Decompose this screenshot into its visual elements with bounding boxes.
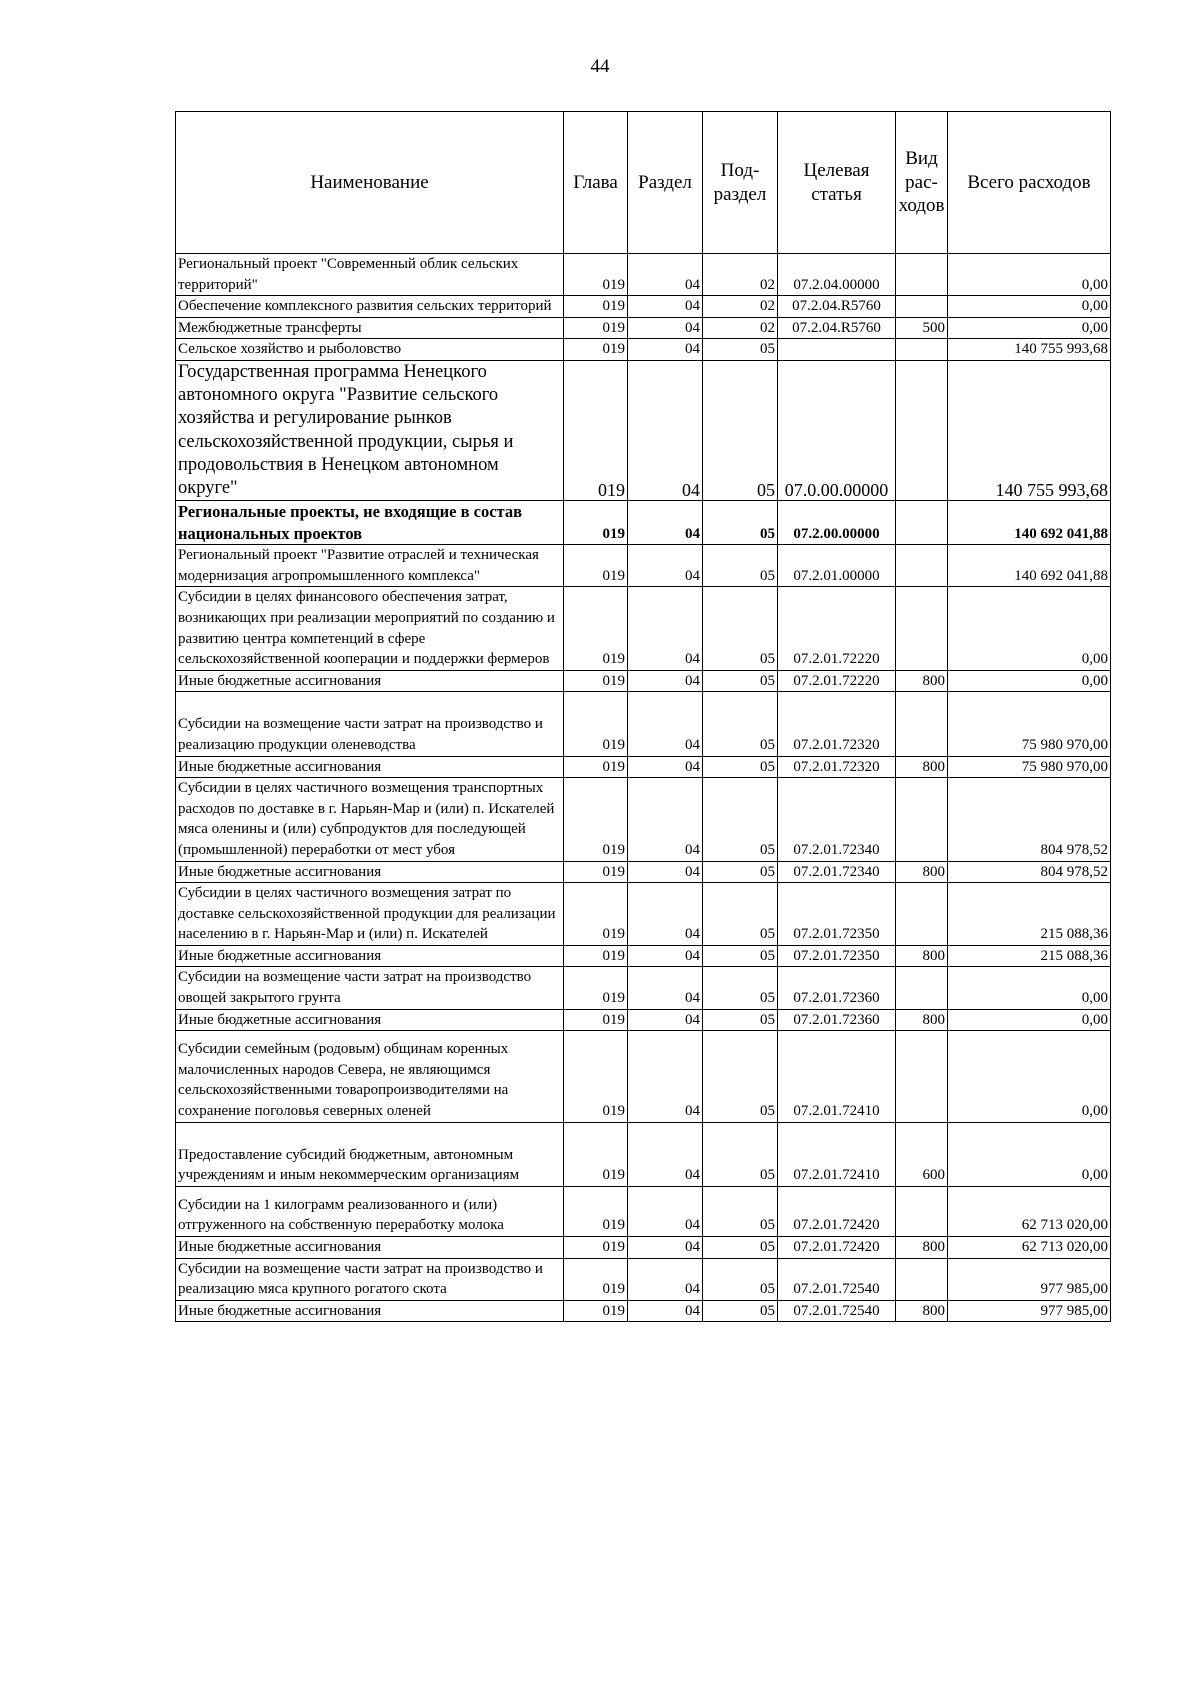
table-body (176, 254, 1111, 1322)
table-row (176, 945, 1111, 967)
cell-subsection: 05 (703, 861, 778, 883)
table-row (176, 1300, 1111, 1322)
table-row (176, 545, 1111, 587)
cell-target-article: 07.2.01.72340 (778, 861, 896, 883)
cell-chapter: 019 (564, 670, 628, 692)
cell-section: 04 (628, 883, 703, 946)
cell-name: Иные бюджетные ассигнования (176, 670, 564, 692)
cell-subsection: 05 (703, 1300, 778, 1322)
cell-name: Субсидии в целях частичного возмещения транспортных расходов по доставке в г. Нарьян-Мар и (или) п. Искателей мяса оленины и (или) субпродуктов для последующей (промышленной) переработки от мест убоя (176, 778, 564, 861)
cell-chapter: 019 (564, 1258, 628, 1300)
cell-section: 04 (628, 1186, 703, 1236)
cell-expense-type (896, 1258, 948, 1300)
cell-section: 04 (628, 1009, 703, 1031)
cell-section: 04 (628, 296, 703, 318)
cell-target-article (778, 339, 896, 361)
cell-section: 04 (628, 861, 703, 883)
header-section: Раздел (628, 112, 703, 254)
cell-expense-type (896, 296, 948, 318)
cell-name: Региональные проекты, не входящие в состав национальных проектов (176, 501, 564, 545)
cell-expense-type: 500 (896, 317, 948, 339)
cell-section: 04 (628, 1237, 703, 1259)
cell-total: 140 755 993,68 (948, 339, 1111, 361)
cell-name: Межбюджетные трансферты (176, 317, 564, 339)
table-row (176, 587, 1111, 670)
cell-chapter: 019 (564, 360, 628, 500)
table-row (176, 883, 1111, 946)
cell-target-article: 07.2.01.72220 (778, 670, 896, 692)
cell-name: Субсидии семейным (родовым) общинам коренных малочисленных народов Севера, не являющимся сельскохозяйственными товаропроизводителями на сохранение поголовья северных оленей (176, 1031, 564, 1122)
cell-name: Иные бюджетные ассигнования (176, 1300, 564, 1322)
cell-target-article: 07.2.01.72540 (778, 1258, 896, 1300)
cell-expense-type (896, 339, 948, 361)
cell-chapter: 019 (564, 967, 628, 1009)
cell-expense-type: 800 (896, 756, 948, 778)
cell-expense-type (896, 545, 948, 587)
table-row (176, 967, 1111, 1009)
cell-section: 04 (628, 501, 703, 545)
cell-target-article: 07.2.01.72320 (778, 756, 896, 778)
cell-subsection: 05 (703, 587, 778, 670)
cell-total: 0,00 (948, 296, 1111, 318)
budget-table (175, 111, 1111, 1322)
cell-chapter: 019 (564, 339, 628, 361)
cell-subsection: 05 (703, 339, 778, 361)
cell-total: 977 985,00 (948, 1258, 1111, 1300)
cell-total: 0,00 (948, 670, 1111, 692)
cell-expense-type (896, 360, 948, 500)
cell-section: 04 (628, 587, 703, 670)
cell-expense-type: 800 (896, 1237, 948, 1259)
cell-total: 75 980 970,00 (948, 756, 1111, 778)
cell-chapter: 019 (564, 756, 628, 778)
table-row (176, 1031, 1111, 1122)
cell-name: Иные бюджетные ассигнования (176, 945, 564, 967)
table-row (176, 670, 1111, 692)
table-row (176, 778, 1111, 861)
cell-expense-type (896, 587, 948, 670)
cell-expense-type: 800 (896, 670, 948, 692)
cell-section: 04 (628, 967, 703, 1009)
cell-subsection: 05 (703, 778, 778, 861)
cell-total: 140 692 041,88 (948, 545, 1111, 587)
cell-chapter: 019 (564, 587, 628, 670)
cell-target-article: 07.2.01.72360 (778, 1009, 896, 1031)
cell-expense-type (896, 1031, 948, 1122)
cell-target-article: 07.2.04.R5760 (778, 296, 896, 318)
cell-total: 0,00 (948, 254, 1111, 296)
cell-chapter: 019 (564, 1122, 628, 1186)
cell-total: 62 713 020,00 (948, 1186, 1111, 1236)
cell-section: 04 (628, 339, 703, 361)
cell-chapter: 019 (564, 545, 628, 587)
cell-target-article: 07.2.01.72340 (778, 778, 896, 861)
cell-chapter: 019 (564, 1009, 628, 1031)
cell-subsection: 02 (703, 317, 778, 339)
cell-name: Предоставление субсидий бюджетным, автономным учреждениям и иным некоммерческим организациям (176, 1122, 564, 1186)
cell-name: Обеспечение комплексного развития сельских территорий (176, 296, 564, 318)
cell-total: 75 980 970,00 (948, 692, 1111, 756)
cell-target-article: 07.2.01.72320 (778, 692, 896, 756)
table-row (176, 692, 1111, 756)
cell-target-article: 07.2.01.72220 (778, 587, 896, 670)
cell-subsection: 05 (703, 1009, 778, 1031)
cell-total: 0,00 (948, 1031, 1111, 1122)
cell-target-article: 07.2.01.72540 (778, 1300, 896, 1322)
cell-total: 0,00 (948, 587, 1111, 670)
cell-total: 0,00 (948, 967, 1111, 1009)
cell-target-article: 07.2.00.00000 (778, 501, 896, 545)
cell-section: 04 (628, 1122, 703, 1186)
cell-target-article: 07.2.01.72410 (778, 1122, 896, 1186)
cell-chapter: 019 (564, 501, 628, 545)
table-row (176, 861, 1111, 883)
cell-subsection: 05 (703, 670, 778, 692)
table-row (176, 1237, 1111, 1259)
cell-expense-type (896, 967, 948, 1009)
cell-target-article: 07.2.04.R5760 (778, 317, 896, 339)
cell-subsection: 05 (703, 1258, 778, 1300)
cell-expense-type: 800 (896, 1009, 948, 1031)
cell-subsection: 05 (703, 545, 778, 587)
cell-total: 140 692 041,88 (948, 501, 1111, 545)
cell-expense-type (896, 1186, 948, 1236)
cell-expense-type (896, 883, 948, 946)
cell-total: 0,00 (948, 317, 1111, 339)
table-row (176, 756, 1111, 778)
cell-total: 0,00 (948, 1122, 1111, 1186)
cell-total: 140 755 993,68 (948, 360, 1111, 500)
header-expense-type: Вид рас- ходов (896, 112, 948, 254)
cell-target-article: 07.2.01.72420 (778, 1237, 896, 1259)
table-row (176, 296, 1111, 318)
cell-section: 04 (628, 756, 703, 778)
cell-chapter: 019 (564, 778, 628, 861)
cell-target-article: 07.2.01.72350 (778, 883, 896, 946)
cell-chapter: 019 (564, 692, 628, 756)
cell-name: Субсидии на 1 килограмм реализованного и (или) отгруженного на собственную переработку молока (176, 1186, 564, 1236)
cell-chapter: 019 (564, 1186, 628, 1236)
cell-name: Иные бюджетные ассигнования (176, 861, 564, 883)
cell-expense-type: 600 (896, 1122, 948, 1186)
table-row (176, 360, 1111, 500)
cell-section: 04 (628, 360, 703, 500)
cell-target-article: 07.2.01.72420 (778, 1186, 896, 1236)
cell-name: Региональный проект "Развитие отраслей и техническая модернизация агропромышленного комплекса" (176, 545, 564, 587)
cell-section: 04 (628, 670, 703, 692)
cell-chapter: 019 (564, 1237, 628, 1259)
cell-subsection: 05 (703, 883, 778, 946)
cell-total: 0,00 (948, 1009, 1111, 1031)
table-row (176, 1186, 1111, 1236)
cell-target-article: 07.2.01.72360 (778, 967, 896, 1009)
cell-chapter: 019 (564, 1031, 628, 1122)
header-chapter: Глава (564, 112, 628, 254)
cell-name: Государственная программа Ненецкого автономного округа "Развитие сельского хозяйства и регулирование рынков сельскохозяйственной продукции, сырья и продовольствия в Ненецком автономном округе" (176, 360, 564, 500)
cell-expense-type: 800 (896, 861, 948, 883)
cell-name: Иные бюджетные ассигнования (176, 1237, 564, 1259)
header-subsection: Под- раздел (703, 112, 778, 254)
cell-subsection: 05 (703, 1122, 778, 1186)
cell-chapter: 019 (564, 317, 628, 339)
cell-target-article: 07.0.00.00000 (778, 360, 896, 500)
cell-total: 977 985,00 (948, 1300, 1111, 1322)
cell-name: Субсидии на возмещение части затрат на производство овощей закрытого грунта (176, 967, 564, 1009)
cell-expense-type (896, 501, 948, 545)
cell-section: 04 (628, 1258, 703, 1300)
table-row (176, 1009, 1111, 1031)
cell-name: Субсидии в целях частичного возмещения затрат по доставке сельскохозяйственной продукции для реализации населению в г. Нарьян-Мар и (или) п. Искателей (176, 883, 564, 946)
table-row (176, 501, 1111, 545)
cell-name: Региональный проект "Современный облик сельских территорий" (176, 254, 564, 296)
cell-subsection: 05 (703, 967, 778, 1009)
table-row (176, 254, 1111, 296)
cell-total: 215 088,36 (948, 883, 1111, 946)
header-row (176, 112, 1111, 254)
cell-total: 804 978,52 (948, 861, 1111, 883)
cell-chapter: 019 (564, 883, 628, 946)
cell-subsection: 05 (703, 756, 778, 778)
table-row (176, 317, 1111, 339)
cell-chapter: 019 (564, 254, 628, 296)
cell-target-article: 07.2.04.00000 (778, 254, 896, 296)
cell-name: Субсидии на возмещение части затрат на производство и реализацию продукции оленеводства (176, 692, 564, 756)
cell-expense-type: 800 (896, 1300, 948, 1322)
table-row (176, 1122, 1111, 1186)
cell-expense-type (896, 692, 948, 756)
cell-section: 04 (628, 1031, 703, 1122)
cell-name: Иные бюджетные ассигнования (176, 756, 564, 778)
cell-expense-type (896, 254, 948, 296)
cell-total: 804 978,52 (948, 778, 1111, 861)
cell-name: Субсидии на возмещение части затрат на производство и реализацию мяса крупного рогатого скота (176, 1258, 564, 1300)
cell-total: 62 713 020,00 (948, 1237, 1111, 1259)
cell-expense-type (896, 778, 948, 861)
cell-section: 04 (628, 692, 703, 756)
cell-subsection: 05 (703, 501, 778, 545)
page-number: 44 (590, 56, 610, 77)
header-target-article: Целевая статья (778, 112, 896, 254)
cell-section: 04 (628, 1300, 703, 1322)
cell-section: 04 (628, 778, 703, 861)
cell-section: 04 (628, 545, 703, 587)
cell-subsection: 02 (703, 296, 778, 318)
table-row (176, 339, 1111, 361)
cell-section: 04 (628, 317, 703, 339)
header-name: Наименование (176, 112, 564, 254)
cell-section: 04 (628, 945, 703, 967)
cell-expense-type: 800 (896, 945, 948, 967)
cell-subsection: 05 (703, 945, 778, 967)
cell-chapter: 019 (564, 945, 628, 967)
cell-section: 04 (628, 254, 703, 296)
cell-subsection: 05 (703, 1237, 778, 1259)
cell-name: Сельское хозяйство и рыболовство (176, 339, 564, 361)
header-total: Всего расходов (948, 112, 1111, 254)
table-row (176, 1258, 1111, 1300)
cell-target-article: 07.2.01.00000 (778, 545, 896, 587)
cell-chapter: 019 (564, 861, 628, 883)
cell-subsection: 02 (703, 254, 778, 296)
cell-target-article: 07.2.01.72350 (778, 945, 896, 967)
cell-subsection: 05 (703, 360, 778, 500)
cell-total: 215 088,36 (948, 945, 1111, 967)
cell-subsection: 05 (703, 692, 778, 756)
cell-name: Субсидии в целях финансового обеспечения затрат, возникающих при реализации мероприятий по созданию и развитию центра компетенций в сфере сельскохозяйственной кооперации и поддержки фермеров (176, 587, 564, 670)
cell-subsection: 05 (703, 1186, 778, 1236)
cell-subsection: 05 (703, 1031, 778, 1122)
cell-target-article: 07.2.01.72410 (778, 1031, 896, 1122)
cell-name: Иные бюджетные ассигнования (176, 1009, 564, 1031)
cell-chapter: 019 (564, 1300, 628, 1322)
cell-chapter: 019 (564, 296, 628, 318)
